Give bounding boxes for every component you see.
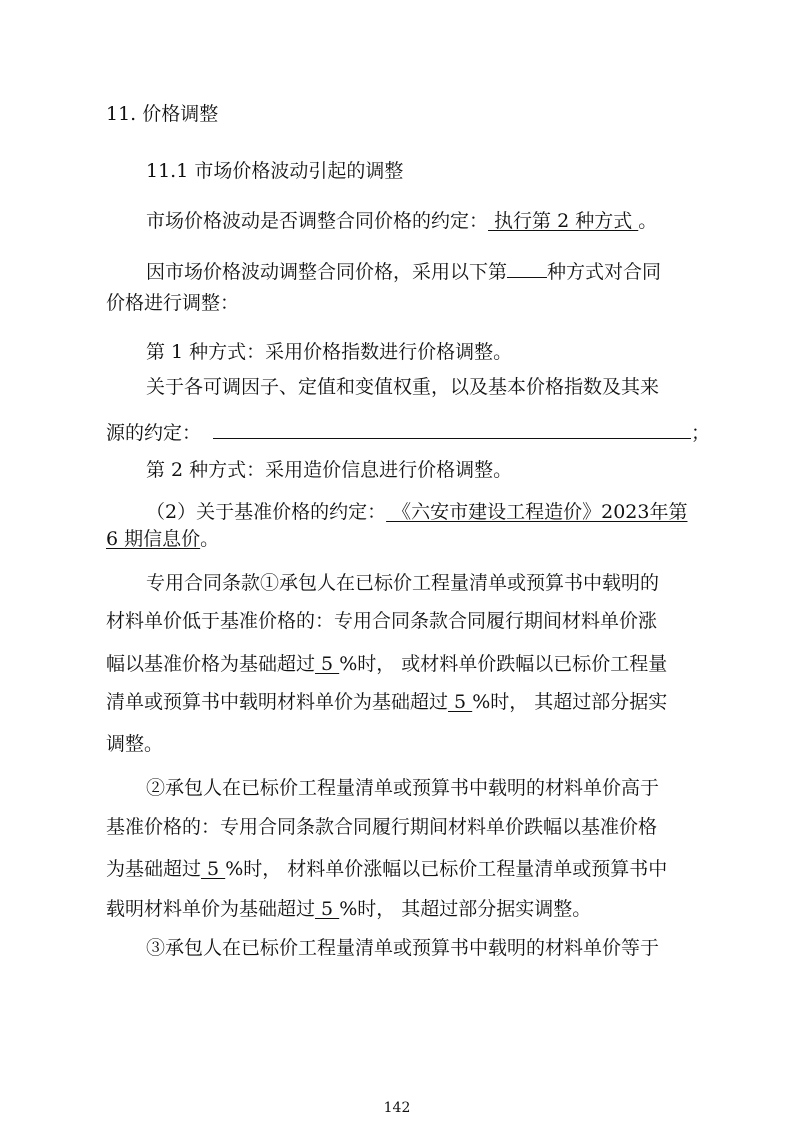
paragraph-line: 关于各可调因子、定值和变值权重，以及基本价格指数及其来	[146, 376, 660, 398]
period: 。	[200, 528, 220, 550]
text-span: 为基础超过	[106, 858, 202, 880]
paragraph-line	[146, 259, 661, 284]
method-2: 第 2 种方式：采用造价信息进行价格调整。	[146, 459, 513, 481]
text-span: %时， 其超过部分据实调整。	[339, 898, 592, 920]
percent-value: 5	[315, 653, 340, 675]
base-price-agreement-cont	[106, 527, 219, 551]
blank-field	[213, 420, 691, 439]
paragraph-line: 材料单价低于基准价格的：专用合同条款合同履行期间材料单价涨	[106, 610, 658, 632]
paragraph-line: ③承包人在已标价工程量清单或预算书中载明的材料单价等于	[146, 937, 660, 959]
underlined-value: 《六安市建设工程造价》2023年第	[386, 501, 688, 523]
paragraph-line	[106, 897, 591, 921]
base-price-agreement	[146, 500, 688, 524]
paragraph-line: ②承包人在已标价工程量清单或预算书中载明的材料单价高于	[146, 777, 660, 799]
paragraph-line	[106, 652, 667, 676]
percent-value: 5	[315, 898, 340, 920]
text-span: %时， 其超过部分据实	[472, 691, 668, 713]
text-span: 幅以基准价格为基础超过	[106, 653, 316, 675]
page-number: 142	[383, 1100, 411, 1116]
method-1: 第 1 种方式：采用价格指数进行价格调整。	[146, 341, 513, 363]
blank-field	[507, 259, 547, 278]
text-span: 源的约定：	[106, 422, 202, 444]
section-title: 11. 价格调整	[106, 103, 219, 125]
paragraph-line	[106, 690, 667, 714]
subsection-title: 11.1 市场价格波动引起的调整	[146, 160, 404, 182]
price-fluctuation-agreement	[146, 209, 657, 233]
percent-value: 5	[201, 858, 226, 880]
text-span: %时， 材料单价涨幅以已标价工程量清单或预算书中	[225, 858, 668, 880]
text-span: 载明材料单价为基础超过	[106, 898, 316, 920]
period: 。	[638, 210, 658, 232]
text-span: 种方式对合同	[547, 261, 662, 283]
paragraph-line	[106, 857, 667, 881]
paragraph-line: 专用合同条款①承包人在已标价工程量清单或预算书中载明的	[146, 572, 660, 594]
text-span: （2）关于基准价格的约定：	[146, 501, 387, 523]
text-span: %时， 或材料单价跌幅以已标价工程量	[339, 653, 668, 675]
paragraph-line: 价格进行调整：	[106, 292, 240, 314]
paragraph-line: 基准价格的：专用合同条款合同履行期间材料单价跌幅以基准价格	[106, 816, 658, 838]
underlined-value: 6 期信息价	[106, 528, 201, 550]
paragraph-line	[106, 420, 710, 445]
agreement-label: 市场价格波动是否调整合同价格的约定：	[146, 210, 489, 232]
text-span: 因市场价格波动调整合同价格，采用以下第	[146, 261, 508, 283]
text-span: ；	[691, 422, 711, 444]
percent-value: 5	[448, 691, 473, 713]
paragraph-line: 调整。	[106, 733, 164, 755]
text-span: 清单或预算书中载明材料单价为基础超过	[106, 691, 449, 713]
agreement-value: 执行第 2 种方式	[488, 210, 639, 232]
